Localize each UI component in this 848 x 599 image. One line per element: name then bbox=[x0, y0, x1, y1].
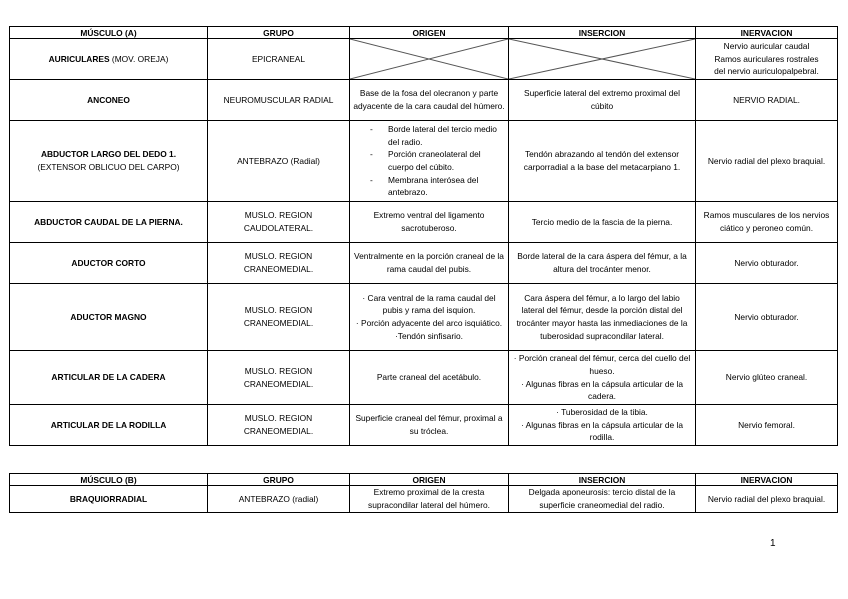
muscle-subtitle: (MOV. OREJA) bbox=[111, 53, 169, 64]
innervation-cell: NERVIO RADIAL. bbox=[696, 80, 838, 121]
insertion-cell: Tercio medio de la fascia de la pierna. bbox=[509, 202, 696, 243]
group-cell: NEUROMUSCULAR RADIAL bbox=[208, 80, 350, 121]
muscle-cell bbox=[10, 121, 208, 202]
innervation-cell: Nervio glúteo craneal. bbox=[696, 351, 838, 405]
list-item: - Membrana interósea del antebrazo. bbox=[362, 174, 505, 199]
origin-cell bbox=[350, 121, 509, 202]
group-cell: MUSLO. REGION CRANEOMEDIAL. bbox=[208, 351, 350, 405]
header-insertion: INSERCION bbox=[509, 27, 696, 39]
group-cell: ANTEBRAZO (Radial) bbox=[208, 121, 350, 202]
list-item: - Borde lateral del tercio medio del radio. bbox=[362, 123, 505, 148]
insertion-cell: Cara áspera del fémur, a lo largo del labio lateral del fémur, desde la porción distal del trocánter mayor hasta las inmediaciones de la tuberosidad supracondilar lateral. bbox=[509, 284, 696, 351]
insertion-cell: Borde lateral de la cara áspera del fémur, a la altura del trocánter menor. bbox=[509, 243, 696, 284]
origin-cell: Extremo ventral del ligamento sacrotuberoso. bbox=[350, 202, 509, 243]
insertion-cell: Tendón abrazando al tendón del extensor carporradial a la base del metacarpiano 1. bbox=[509, 121, 696, 202]
innervation-cell: Nervio radial del plexo braquial. bbox=[696, 121, 838, 202]
table-row bbox=[10, 39, 838, 80]
header-origin: ORIGEN bbox=[350, 27, 509, 39]
table-row bbox=[10, 121, 838, 202]
group-cell: MUSLO. REGION CRANEOMEDIAL. bbox=[208, 405, 350, 446]
muscle-subtitle: (EXTENSOR OBLICUO DEL CARPO) bbox=[37, 162, 180, 172]
innervation-line: Ramos auriculares rostrales bbox=[714, 53, 819, 64]
table-row bbox=[10, 351, 838, 405]
insertion-cell: Delgada aponeurosis: tercio distal de la superficie craneomedial del radio. bbox=[509, 486, 696, 513]
group-cell: MUSLO. REGION CRANEOMEDIAL. bbox=[208, 284, 350, 351]
muscle-table-a bbox=[9, 26, 838, 446]
origin-cell: Superficie craneal del fémur, proximal a su tróclea. bbox=[350, 405, 509, 446]
insertion-line: · Porción craneal del fémur, cerca del cuello del hueso. bbox=[513, 353, 691, 376]
innervation-line: del nervio auriculopalpebral. bbox=[714, 66, 819, 77]
header-origin: ORIGEN bbox=[350, 474, 509, 486]
table-b-header-row bbox=[10, 474, 838, 486]
origin-list bbox=[353, 123, 505, 199]
table-row bbox=[10, 243, 838, 284]
innervation-cell bbox=[696, 39, 838, 80]
insertion-line: · Algunas fibras en la cápsula articular de la cadera. bbox=[520, 378, 683, 402]
table-row bbox=[10, 202, 838, 243]
innervation-cell: Ramos musculares de los nervios ciático y peroneo común. bbox=[696, 202, 838, 243]
origin-line: · Cara ventral de la rama caudal del pubis y rama del isquion. bbox=[362, 292, 496, 316]
list-item: - Porción craneolateral del cuerpo del cúbito. bbox=[362, 148, 505, 173]
table-row bbox=[10, 284, 838, 351]
origin-cell: Ventralmente en la porción craneal de la rama caudal del pubis. bbox=[350, 243, 509, 284]
crossed-out-mark bbox=[509, 39, 695, 79]
group-cell: ANTEBRAZO (radial) bbox=[208, 486, 350, 513]
page-number: 1 bbox=[770, 538, 776, 549]
header-insertion: INSERCION bbox=[509, 474, 696, 486]
muscle-name: ANCONEO bbox=[10, 80, 208, 121]
table-row bbox=[10, 486, 838, 513]
muscle-name: ADUCTOR CORTO bbox=[10, 243, 208, 284]
header-group: GRUPO bbox=[208, 27, 350, 39]
origin-line: · Porción adyacente del arco isquiático. bbox=[355, 318, 503, 328]
header-innervation: INERVACION bbox=[696, 27, 838, 39]
muscle-name: ABDUCTOR CAUDAL DE LA PIERNA. bbox=[10, 202, 208, 243]
muscle-cell bbox=[10, 39, 208, 80]
muscle-name: ABDUCTOR LARGO DEL DEDO 1. bbox=[40, 149, 177, 160]
insertion-cell-empty bbox=[509, 39, 696, 80]
muscle-name: ARTICULAR DE LA CADERA bbox=[10, 351, 208, 405]
header-innervation: INERVACION bbox=[696, 474, 838, 486]
origin-cell: Parte craneal del acetábulo. bbox=[350, 351, 509, 405]
insertion-cell bbox=[509, 351, 696, 405]
group-cell: MUSLO. REGION CRANEOMEDIAL. bbox=[208, 243, 350, 284]
muscle-name: BRAQUIORRADIAL bbox=[10, 486, 208, 513]
insertion-line: · Tuberosidad de la tibia. bbox=[556, 407, 648, 418]
table-a-header-row bbox=[10, 27, 838, 39]
innervation-cell: Nervio obturador. bbox=[696, 284, 838, 351]
header-muscle: MÚSCULO (A) bbox=[10, 27, 208, 39]
muscle-name: ARTICULAR DE LA RODILLA bbox=[10, 405, 208, 446]
group-cell: EPICRANEAL bbox=[208, 39, 350, 80]
table-row bbox=[10, 405, 838, 446]
innervation-line: Nervio auricular caudal bbox=[723, 41, 810, 52]
header-muscle: MÚSCULO (B) bbox=[10, 474, 208, 486]
innervation-cell: Nervio femoral. bbox=[696, 405, 838, 446]
muscle-name: ADUCTOR MAGNO bbox=[10, 284, 208, 351]
insertion-cell bbox=[509, 405, 696, 446]
origin-cell: Base de la fosa del olecranon y parte adyacente de la cara caudal del húmero. bbox=[350, 80, 509, 121]
header-group: GRUPO bbox=[208, 474, 350, 486]
origin-line: ·Tendón sinfisario. bbox=[395, 330, 463, 341]
group-cell: MUSLO. REGION CAUDOLATERAL. bbox=[208, 202, 350, 243]
muscle-table-b bbox=[9, 473, 838, 513]
innervation-cell: Nervio radial del plexo braquial. bbox=[696, 486, 838, 513]
origin-cell-empty bbox=[350, 39, 509, 80]
insertion-line: · Algunas fibras en la cápsula articular de la rodilla. bbox=[520, 419, 683, 443]
insertion-cell: Superficie lateral del extremo proximal del cúbito bbox=[509, 80, 696, 121]
table-row bbox=[10, 80, 838, 121]
origin-cell bbox=[350, 284, 509, 351]
crossed-out-mark bbox=[350, 39, 508, 79]
innervation-cell: Nervio obturador. bbox=[696, 243, 838, 284]
muscle-name: AURICULARES bbox=[48, 53, 110, 64]
origin-cell: Extremo proximal de la cresta supracondilar lateral del húmero. bbox=[350, 486, 509, 513]
